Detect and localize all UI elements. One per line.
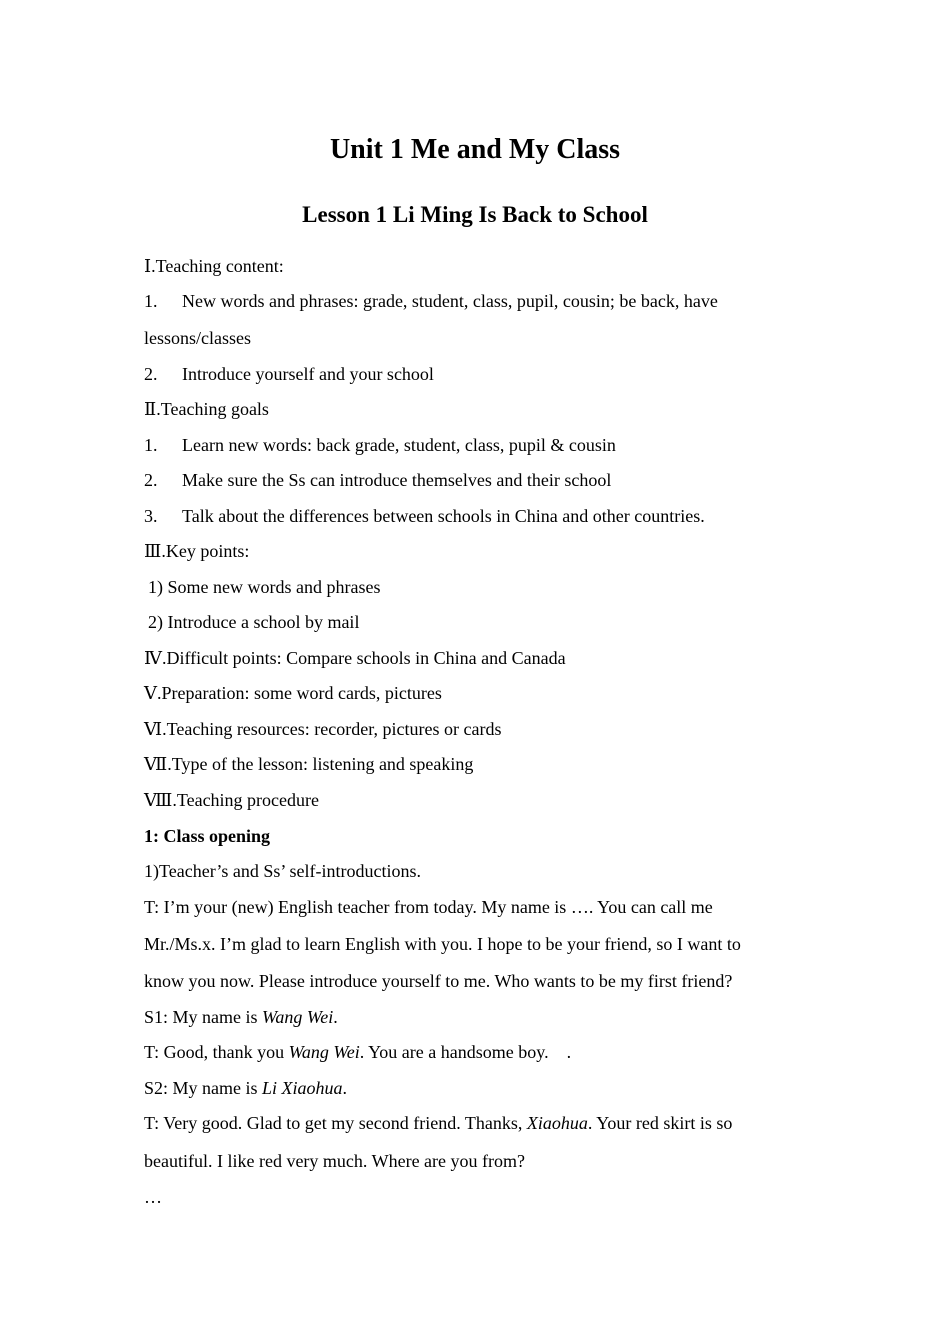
key-point-item: 2) Introduce a school by mail	[148, 612, 360, 632]
section-heading-teaching-goals: Ⅱ.Teaching goals	[144, 399, 269, 419]
section-teaching-resources: Ⅵ.Teaching resources: recorder, pictures or cards	[144, 719, 502, 739]
list-number: 1.	[144, 435, 158, 455]
dialogue-line: T: I’m your (new) English teacher from today. My name is …. You can call me	[144, 897, 713, 917]
dialogue-line	[144, 1005, 338, 1029]
dialogue-line	[144, 1076, 347, 1100]
step-subheading: 1)Teacher’s and Ss’ self-introductions.	[144, 861, 421, 881]
list-item	[144, 289, 718, 313]
section-heading-key-points: Ⅲ.Key points:	[144, 541, 250, 561]
student-name: Wang Wei	[262, 1007, 334, 1027]
section-teaching-procedure: Ⅷ.Teaching procedure	[144, 790, 320, 810]
unit-title: Unit 1 Me and My Class	[329, 134, 621, 165]
dialogue-text: .	[342, 1078, 348, 1098]
step-heading-class-opening: 1: Class opening	[144, 826, 271, 846]
student-name: Xiaohua	[526, 1113, 588, 1133]
dialogue-line	[144, 1111, 732, 1135]
list-item	[144, 504, 705, 528]
section-lesson-type: Ⅶ.Type of the lesson: listening and speaking	[144, 754, 474, 774]
section-preparation: Ⅴ.Preparation: some word cards, pictures	[144, 683, 442, 703]
dialogue-text: T: Good, thank you	[144, 1042, 289, 1062]
lesson-title: Lesson 1 Li Ming Is Back to School	[302, 202, 648, 227]
list-text: Make sure the Ss can introduce themselves and their school	[182, 470, 612, 490]
list-number: 2.	[144, 470, 158, 490]
list-text: Introduce yourself and your school	[182, 364, 434, 384]
list-text: Learn new words: back grade, student, class, pupil & cousin	[182, 435, 616, 455]
list-text: New words and phrases: grade, student, class, pupil, cousin; be back, have	[182, 291, 718, 311]
dialogue-text: S2: My name is	[144, 1078, 263, 1098]
list-text: Talk about the differences between schools in China and other countries.	[182, 506, 705, 526]
dialogue-text: S1: My name is	[144, 1007, 263, 1027]
list-item	[144, 433, 616, 457]
ellipsis: …	[144, 1187, 162, 1207]
student-name: Li Xiaohua	[262, 1078, 343, 1098]
list-item	[144, 468, 611, 492]
dialogue-text: T: Very good. Glad to get my second friend. Thanks,	[144, 1113, 527, 1133]
dialogue-text: .	[333, 1007, 338, 1027]
student-name: Wang Wei	[288, 1042, 360, 1062]
list-item-continuation: lessons/classes	[144, 328, 251, 348]
dialogue-line	[144, 1040, 571, 1064]
key-point-item: 1) Some new words and phrases	[148, 577, 381, 597]
list-number: 3.	[144, 506, 158, 526]
dialogue-line: beautiful. I like red very much. Where are you from?	[144, 1151, 526, 1171]
dialogue-text: . Your red skirt is so	[587, 1113, 733, 1133]
dialogue-line: know you now. Please introduce yourself to me. Who wants to be my first friend?	[144, 971, 733, 991]
list-item	[144, 362, 434, 386]
section-difficult-points: Ⅳ.Difficult points: Compare schools in China and Canada	[144, 648, 566, 668]
section-heading-teaching-content: Ⅰ.Teaching content:	[144, 256, 284, 276]
dialogue-line: Mr./Ms.x. I’m glad to learn English with you. I hope to be your friend, so I want to	[144, 934, 741, 954]
dialogue-text: . You are a handsome boy. .	[359, 1042, 572, 1062]
list-number: 2.	[144, 364, 158, 384]
list-number: 1.	[144, 291, 158, 311]
